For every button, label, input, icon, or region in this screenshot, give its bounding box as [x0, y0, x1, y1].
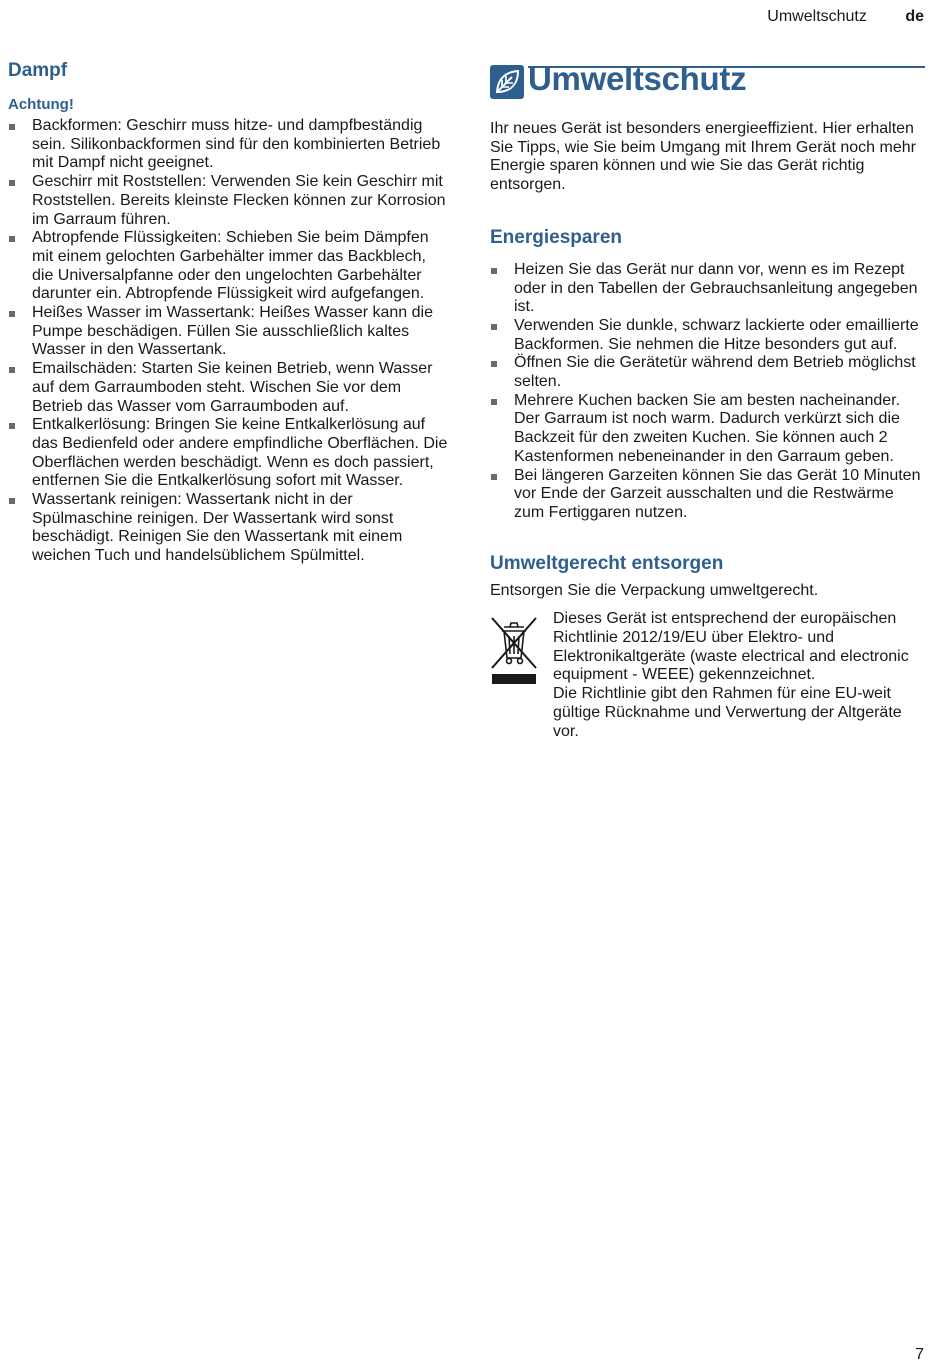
page-number: 7: [915, 1346, 924, 1363]
intro-paragraph: Ihr neues Gerät ist besonders energieeffizient. Hier erhalten Sie Tipps, wie Sie beim Umgang mit Ihrem Gerät noch mehr Energie sparen können und wie Sie das Gerät richtig entsorgen.: [490, 120, 916, 194]
weee-notice: [490, 610, 925, 741]
list-item: Verwenden Sie dunkle, schwarz lackierte oder emaillierte Backformen. Sie nehmen die Hitze besonders gut auf.: [490, 317, 925, 354]
header-section-title: Umweltschutz: [767, 8, 867, 25]
page-title: Umweltschutz: [528, 60, 747, 97]
list-item: Mehrere Kuchen backen Sie am besten nacheinander. Der Garraum ist noch warm. Dadurch verkürzt sich die Backzeit für den zweiten Kuchen. Sie können auch 2 Kastenformen nebeneinander in den Garraum geben.: [490, 392, 925, 467]
list-item: Backformen: Geschirr muss hitze- und dampfbeständig sein. Silikonbackformen sind für den kombinierten Betrieb mit Dampf nicht geeignet.: [8, 117, 448, 173]
section-title-block: [490, 62, 925, 102]
weee-paragraph: Die Richtlinie gibt den Rahmen für eine EU-weit gültige Rücknahme und Verwertung der Altgeräte vor.: [553, 685, 902, 740]
steam-warning-list: [8, 117, 448, 566]
left-column: [8, 60, 448, 566]
page-header: [767, 8, 924, 26]
list-item: Bei längeren Garzeiten können Sie das Gerät 10 Minuten vor Ende der Garzeit ausschalten und die Restwärme zum Fertiggaren nutzen.: [490, 467, 925, 523]
list-item: Heißes Wasser im Wassertank: Heißes Wasser kann die Pumpe beschädigen. Füllen Sie ausschließlich kaltes Wasser in den Wassertank.: [8, 304, 448, 360]
energy-list: [490, 261, 925, 523]
energy-heading: Energiesparen: [490, 226, 622, 248]
list-item: Wassertank reinigen: Wassertank nicht in der Spülmaschine reinigen. Der Wassertank wird sonst beschädigt. Reinigen Sie den Wassertank mit einem weichen Tuch und handelsüblichem Spülmittel.: [8, 491, 448, 566]
list-item: Abtropfende Flüssigkeiten: Schieben Sie beim Dämpfen mit einem gelochten Garbehälter immer das Backblech, die Universalpfanne oder den ungelochten Garbehälter darunter ein. Abtropfende Flüssigkeit wird aufgefangen.: [8, 229, 448, 304]
leaf-icon: [490, 65, 524, 99]
list-item: Entkalkerlösung: Bringen Sie keine Entkalkerlösung auf das Bedienfeld oder andere empfindliche Oberflächen. Die Oberflächen werden beschädigt. Wenn es doch passiert, entfernen Sie die Entkalkerlösung sofort mit Wasser.: [8, 416, 448, 491]
crossed-bin-icon: [490, 614, 538, 686]
header-language: de: [905, 8, 924, 25]
weee-text: [553, 610, 925, 741]
list-item: Geschirr mit Roststellen: Verwenden Sie kein Geschirr mit Roststellen. Bereits kleinste Flecken können zur Korrosion im Garraum führen.: [8, 173, 448, 229]
steam-heading: Dampf: [8, 60, 68, 81]
list-item: Öffnen Sie die Gerätetür während dem Betrieb möglichst selten.: [490, 354, 925, 391]
right-column: [490, 62, 925, 741]
weee-paragraph: Dieses Gerät ist entsprechend der europäischen Richtlinie 2012/19/EU über Elektro- und Elektronikaltgeräte (waste electrical and electronic equipment - WEEE) gekennzeichnet.: [553, 610, 909, 684]
list-item: Heizen Sie das Gerät nur dann vor, wenn es im Rezept oder in den Tabellen der Gebrauchsanleitung angegeben ist.: [490, 261, 925, 317]
disposal-intro: Entsorgen Sie die Verpackung umweltgerecht.: [490, 581, 819, 599]
disposal-heading: Umweltgerecht entsorgen: [490, 552, 724, 574]
list-item: Emailschäden: Starten Sie keinen Betrieb, wenn Wasser auf dem Garraumboden steht. Wischen Sie vor dem Betrieb das Wasser vom Garraumboden auf.: [8, 360, 448, 416]
warning-label: Achtung!: [8, 96, 74, 113]
